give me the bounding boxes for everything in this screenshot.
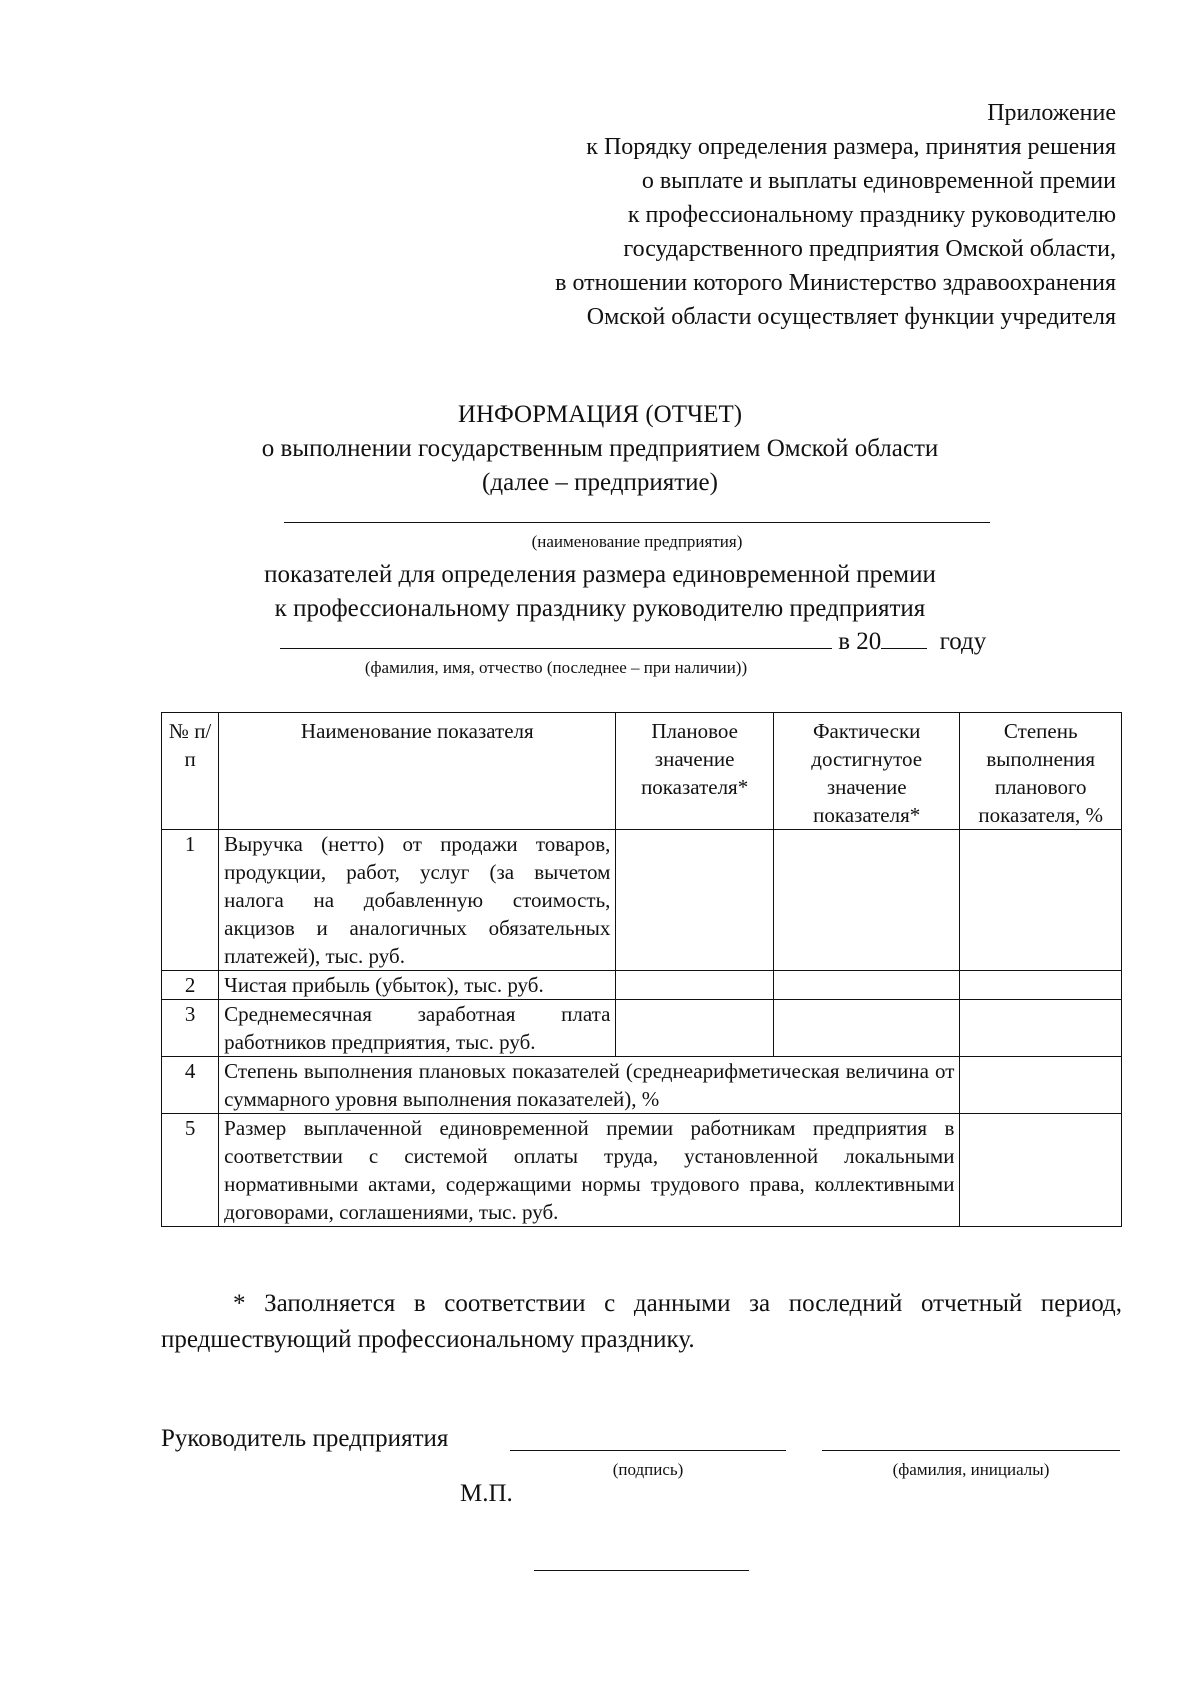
table-row <box>162 1000 1122 1057</box>
enterprise-name-field[interactable] <box>284 522 990 523</box>
cell-fact[interactable] <box>773 971 960 1000</box>
header-num: № п/п <box>162 713 219 830</box>
appendix-line: Приложение <box>987 100 1116 126</box>
signature-label: Руководитель предприятия <box>161 1425 449 1452</box>
manager-name-field[interactable] <box>280 624 832 649</box>
row-num: 4 <box>162 1057 219 1114</box>
cell-fact[interactable] <box>773 1000 960 1057</box>
document-subtitle <box>0 558 1200 626</box>
row-name: Размер выплаченной единовременной премии работникам предприятия в соответствии с системой оплаты труда, установленной локальными нормативными актами, содержащими нормы трудового права, коллективными договорами, соглашениями, тыс. руб. <box>219 1114 960 1227</box>
row-name: Чистая прибыль (убыток), тыс. руб. <box>219 971 616 1000</box>
table-row <box>162 1057 1122 1114</box>
subtitle-line: к профессиональному празднику руководителю предприятия <box>274 595 926 622</box>
row-num: 3 <box>162 1000 219 1057</box>
row-num: 2 <box>162 971 219 1000</box>
row-name: Степень выполнения плановых показателей (среднеарифметическая величина от суммарного уровня выполнения показателей), % <box>219 1057 960 1114</box>
manager-initials-field[interactable] <box>822 1450 1120 1451</box>
cell-degree[interactable] <box>960 971 1122 1000</box>
enterprise-name-caption: (наименование предприятия) <box>531 532 743 551</box>
header-degree: Степень выполнения планового показателя, % <box>960 713 1122 830</box>
year-field[interactable] <box>881 624 927 649</box>
document-title <box>0 398 1200 500</box>
appendix-line: Омской области осуществляет функции учредителя <box>586 304 1116 330</box>
cell-degree[interactable] <box>960 830 1122 971</box>
cell-plan[interactable] <box>616 1000 773 1057</box>
table-header-row <box>162 713 1122 830</box>
title-heading: ИНФОРМАЦИЯ (ОТЧЕТ) <box>457 401 743 428</box>
stamp-place: М.П. <box>460 1480 513 1507</box>
title-line: о выполнении государственным предприятием Омской области <box>261 435 939 462</box>
signature-field[interactable] <box>510 1450 786 1451</box>
initials-caption: (фамилия, инициалы) <box>892 1460 1050 1479</box>
table-row <box>162 971 1122 1000</box>
cell-plan[interactable] <box>616 830 773 971</box>
header-plan: Плановое значение показателя* <box>616 713 773 830</box>
signature-caption: (подпись) <box>612 1460 684 1479</box>
table-row <box>162 1114 1122 1227</box>
indicators-table <box>161 712 1122 1227</box>
appendix-line: о выплате и выплаты единовременной премии <box>641 168 1116 194</box>
cell-degree[interactable] <box>960 1114 1122 1227</box>
appendix-line: государственного предприятия Омской области, <box>623 236 1116 262</box>
header-name: Наименование показателя <box>219 713 616 830</box>
table-row <box>162 830 1122 971</box>
appendix-line: в отношении которого Министерство здравоохранения <box>555 270 1116 296</box>
header-fact: Фактически достигнутое значение показателя* <box>773 713 960 830</box>
row-num: 5 <box>162 1114 219 1227</box>
year-suffix: году <box>939 628 987 655</box>
subtitle-line: показателей для определения размера единовременной премии <box>264 561 936 588</box>
footnote: * Заполняется в соответствии с данными за последний отчетный период, предшествующий профессиональному празднику. <box>161 1290 1122 1353</box>
manager-year-line <box>280 624 986 657</box>
row-num: 1 <box>162 830 219 971</box>
cell-degree[interactable] <box>960 1000 1122 1057</box>
cell-plan[interactable] <box>616 971 773 1000</box>
title-line: (далее – предприятие) <box>482 469 718 496</box>
end-divider <box>534 1570 749 1571</box>
row-name: Выручка (нетто) от продажи товаров, продукции, работ, услуг (за вычетом налога на добавленную стоимость, акцизов и аналогичных обязательных платежей), тыс. руб. <box>219 830 616 971</box>
cell-degree[interactable] <box>960 1057 1122 1114</box>
row-name: Среднемесячная заработная плата работников предприятия, тыс. руб. <box>219 1000 616 1057</box>
appendix-header <box>555 96 1116 334</box>
manager-name-caption: (фамилия, имя, отчество (последнее – при наличии)) <box>364 658 748 677</box>
year-prefix: в 20 <box>838 628 882 655</box>
appendix-line: к профессиональному празднику руководителю <box>627 202 1116 228</box>
cell-fact[interactable] <box>773 830 960 971</box>
appendix-line: к Порядку определения размера, принятия решения <box>586 134 1116 160</box>
